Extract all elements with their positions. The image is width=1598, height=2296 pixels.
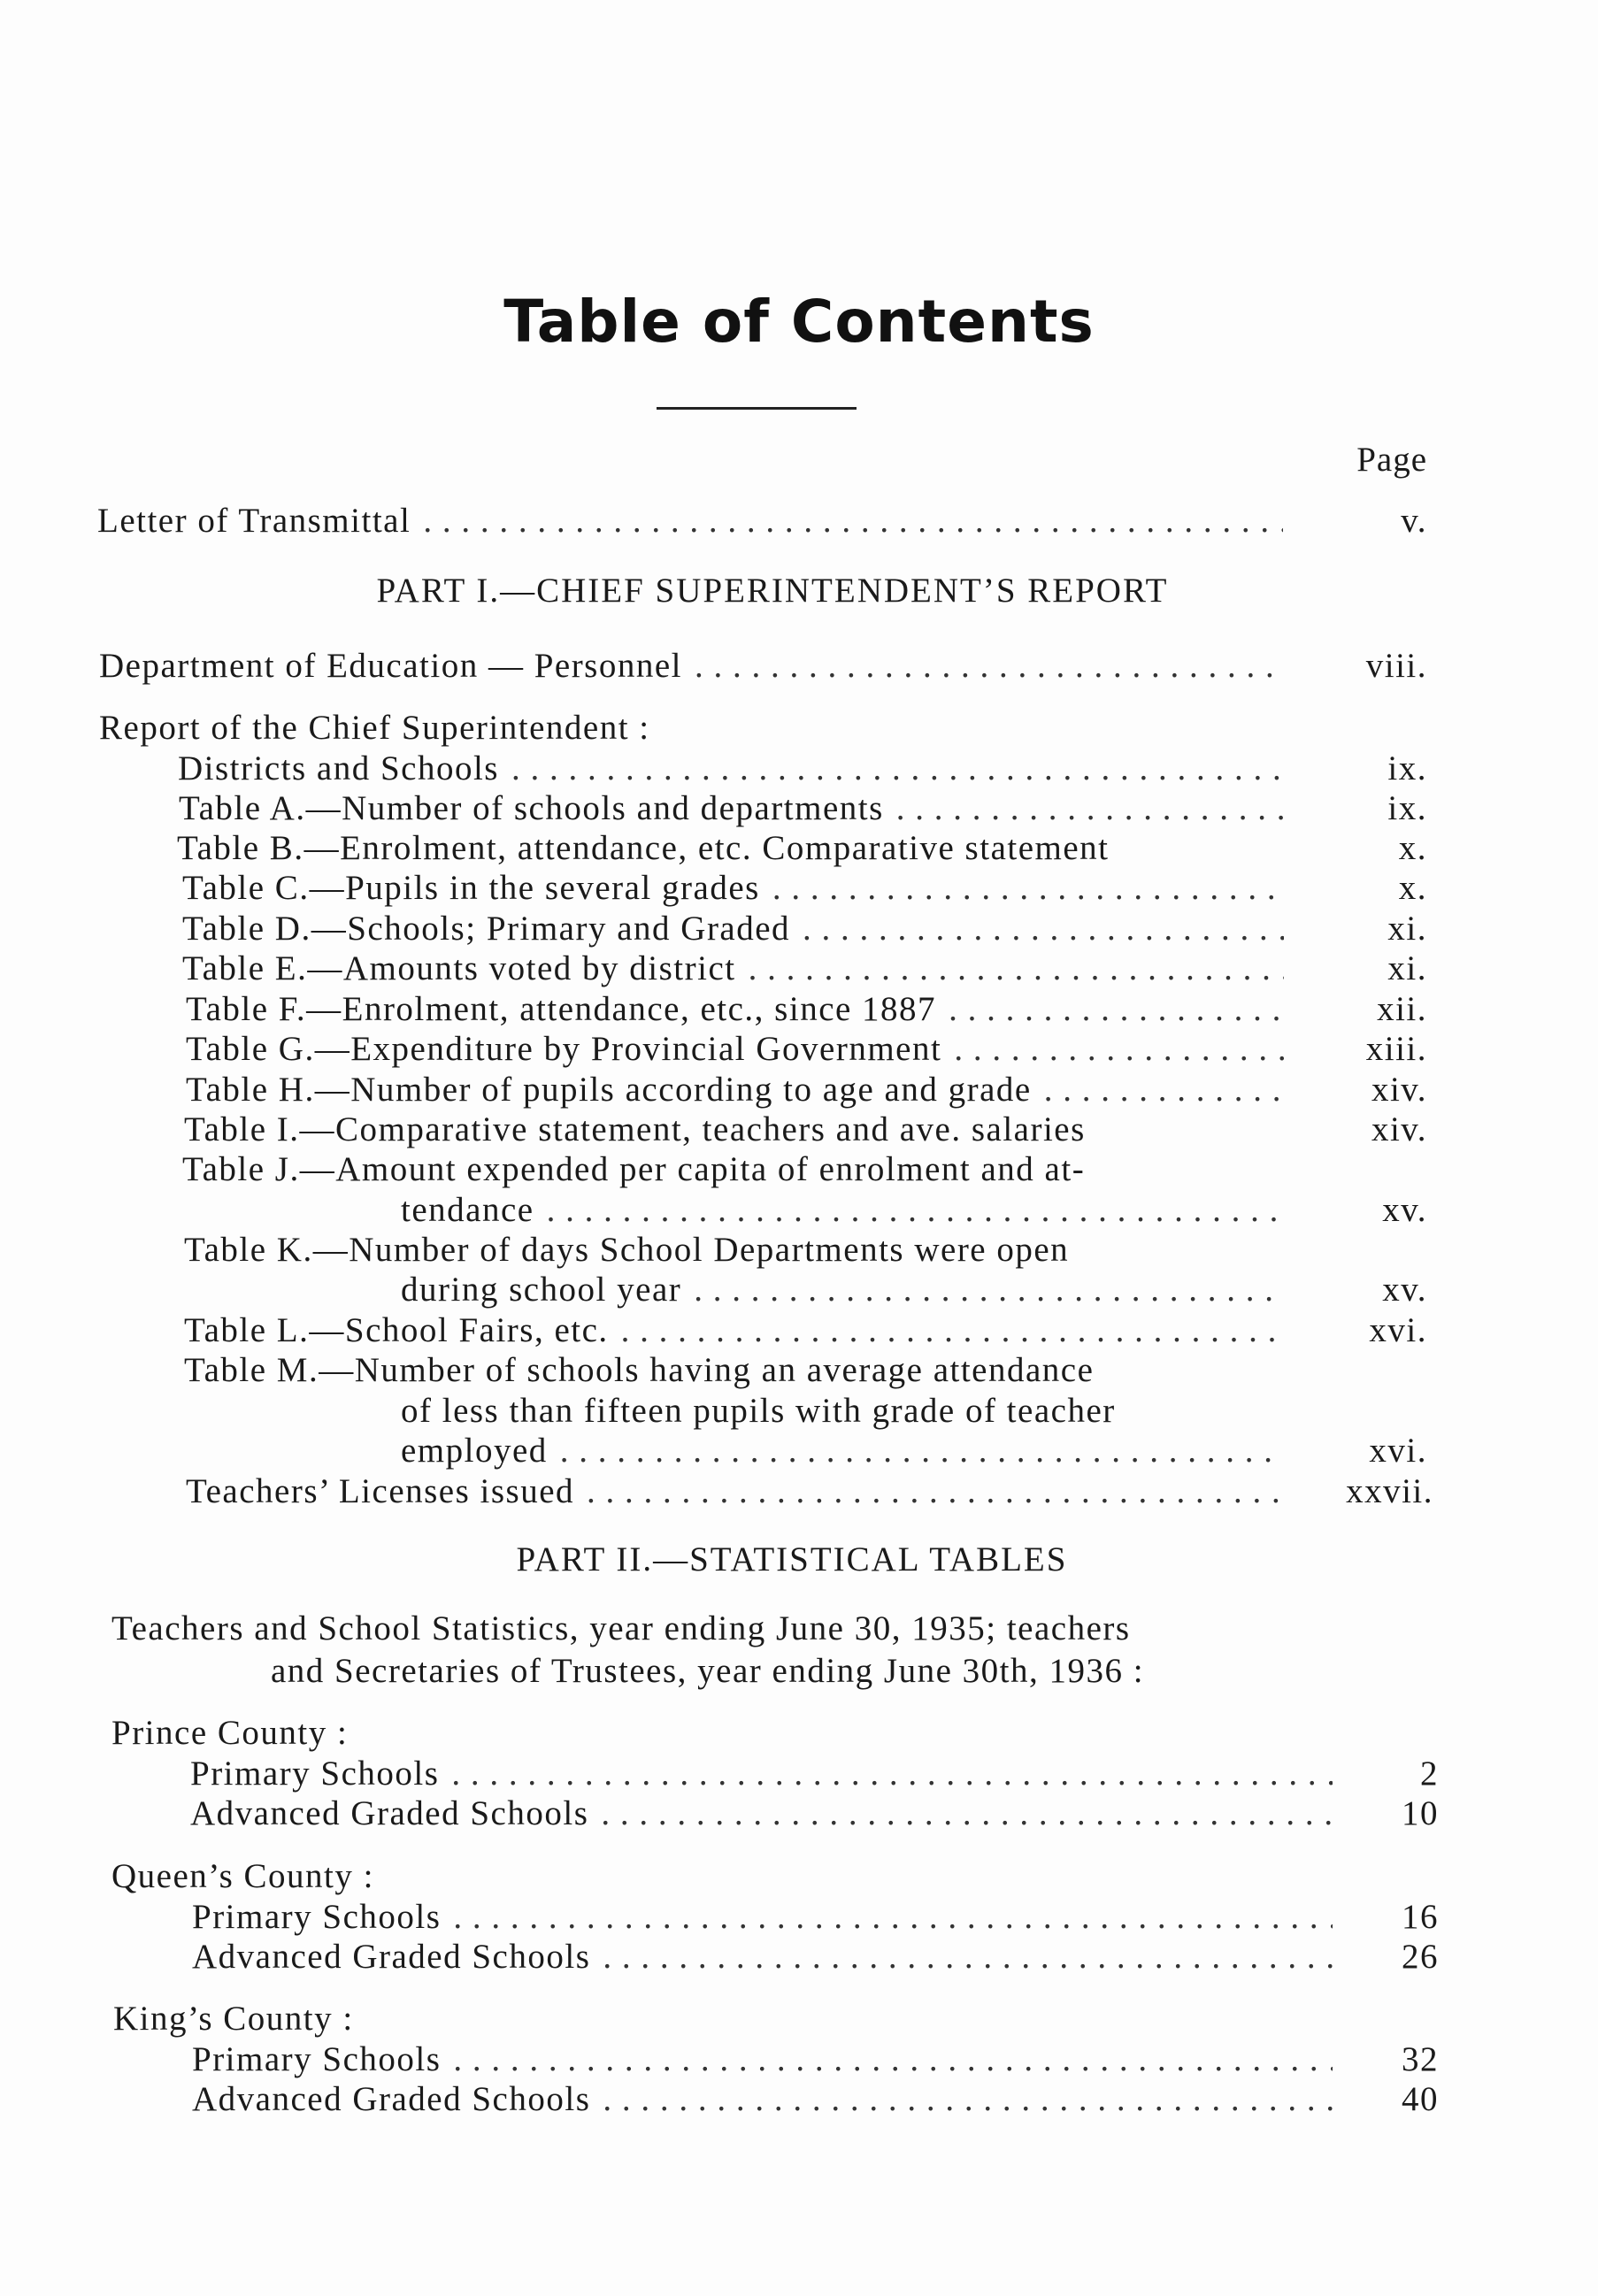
toc-entry-page: ix. xyxy=(1387,789,1427,827)
toc-entry-page: 16 xyxy=(1402,1898,1439,1936)
toc-entry-page: xiv. xyxy=(1371,1110,1427,1148)
toc-entry-label: Advanced Graded Schools xyxy=(192,1938,591,1976)
toc-entry[interactable] xyxy=(186,1029,1284,1070)
toc-entry[interactable] xyxy=(178,749,1284,789)
toc-entry[interactable] xyxy=(182,909,1284,949)
toc-entry[interactable] xyxy=(190,1793,1333,1834)
dot-leader xyxy=(590,1937,1333,1977)
toc-entry-label: Teachers’ Licenses issued xyxy=(186,1472,575,1510)
dot-leader xyxy=(590,2079,1333,2120)
toc-entry-page: 10 xyxy=(1402,1794,1439,1832)
toc-entry-department[interactable] xyxy=(99,646,1283,687)
toc-entry[interactable] xyxy=(192,1937,1333,1977)
toc-entry-page: v. xyxy=(1401,502,1427,540)
page-column-header: Page xyxy=(1356,441,1427,479)
toc-entry-letter[interactable] xyxy=(97,501,1283,541)
toc-entry-page: 40 xyxy=(1402,2080,1439,2118)
toc-entry-label: Districts and Schools xyxy=(178,749,499,787)
toc-entry[interactable] xyxy=(184,1310,1284,1351)
part1-heading: PART I.—CHIEF SUPERINTENDENT’S REPORT xyxy=(376,572,1169,610)
toc-entry-page: x. xyxy=(1398,869,1427,907)
county-heading: Queen’s County : xyxy=(111,1857,374,1895)
toc-entry-label: Department of Education — Personnel xyxy=(99,647,682,685)
county-heading: Prince County : xyxy=(111,1714,349,1752)
dot-leader xyxy=(760,868,1284,909)
toc-entry-page: xi. xyxy=(1387,949,1427,987)
part2-intro: Teachers and School Statistics, year ending June 30, 1935; teachers xyxy=(111,1609,1131,1647)
toc-entry-label: Table F.—Enrolment, attendance, etc., since 1887 xyxy=(186,990,937,1028)
toc-entry[interactable] xyxy=(186,989,1284,1030)
toc-entry-label: Advanced Graded Schools xyxy=(190,1794,589,1832)
toc-entry[interactable] xyxy=(184,1110,1299,1150)
page-title: Table of Contents xyxy=(503,288,1095,356)
toc-entry-label: Table D.—Schools; Primary and Graded xyxy=(182,910,791,948)
toc-entry-label: Table C.—Pupils in the several grades xyxy=(182,869,760,907)
toc-entry-label-line: Table M.—Number of schools having an average attendance xyxy=(184,1351,1095,1389)
toc-entry-page: xii. xyxy=(1377,990,1427,1028)
toc-entry-label: Primary Schools xyxy=(192,1898,442,1936)
toc-entry-page: xiv. xyxy=(1371,1071,1427,1109)
dot-leader xyxy=(736,948,1284,989)
toc-entry-page: 26 xyxy=(1402,1938,1439,1976)
dot-leader xyxy=(936,989,1284,1030)
toc-entry-label: Table L.—School Fairs, etc. xyxy=(184,1311,609,1349)
dot-leader xyxy=(941,1029,1284,1070)
toc-entry[interactable] xyxy=(401,1431,1284,1471)
dot-leader xyxy=(1032,1070,1284,1110)
toc-entry-label: Table A.—Number of schools and departments xyxy=(179,789,884,827)
toc-entry-label-line: of less than fifteen pupils with grade of teacher xyxy=(401,1392,1116,1430)
toc-entry-page: xi. xyxy=(1387,910,1427,948)
toc-entry-label: Table E.—Amounts voted by district xyxy=(182,949,736,987)
report-heading: Report of the Chief Superintendent : xyxy=(99,709,650,747)
dot-leader xyxy=(681,1270,1284,1310)
toc-entry-label: employed xyxy=(401,1432,548,1470)
toc-entry-label: Advanced Graded Schools xyxy=(192,2080,591,2118)
toc-entry-page: xv. xyxy=(1382,1271,1427,1309)
dot-leader xyxy=(884,788,1284,829)
toc-entry-page: xvi. xyxy=(1369,1311,1427,1349)
toc-entry-label: Letter of Transmittal xyxy=(97,502,411,540)
toc-entry-label: tendance xyxy=(401,1191,534,1229)
toc-entry-page: xiii. xyxy=(1365,1030,1427,1068)
toc-entry-page: xv. xyxy=(1382,1191,1427,1229)
toc-entry-page: ix. xyxy=(1387,749,1427,787)
dot-leader xyxy=(439,1754,1333,1794)
toc-entry-page: xvi. xyxy=(1369,1432,1427,1470)
dot-leader xyxy=(534,1190,1284,1231)
dot-leader xyxy=(609,1310,1284,1351)
toc-entry[interactable] xyxy=(177,828,1292,869)
toc-entry-page: x. xyxy=(1398,829,1427,867)
toc-entry-label: Primary Schools xyxy=(190,1755,440,1793)
toc-entry[interactable] xyxy=(190,1754,1333,1794)
title-divider xyxy=(657,407,857,410)
toc-entry-label: Primary Schools xyxy=(192,2040,442,2078)
toc-entry[interactable] xyxy=(182,948,1284,989)
toc-entry-label-line: Table K.—Number of days School Departments were open xyxy=(184,1231,1070,1269)
toc-entry-page: 32 xyxy=(1402,2040,1439,2078)
part2-heading: PART II.—STATISTICAL TABLES xyxy=(516,1540,1068,1578)
dot-leader xyxy=(790,909,1284,949)
toc-entry[interactable] xyxy=(192,2079,1333,2120)
toc-entry-label-line: Table J.—Amount expended per capita of enrolment and at- xyxy=(182,1150,1086,1188)
toc-entry-page: 2 xyxy=(1420,1755,1439,1793)
toc-entry[interactable] xyxy=(179,788,1284,829)
dot-leader xyxy=(499,749,1284,789)
toc-entry-label: Table I.—Comparative statement, teachers and ave. salaries xyxy=(184,1110,1086,1148)
toc-entry-label: during school year xyxy=(401,1271,682,1309)
toc-entry-page: xxvii. xyxy=(1346,1472,1433,1510)
part2-intro: and Secretaries of Trustees, year ending June 30th, 1936 : xyxy=(271,1652,1145,1690)
toc-entry-page: viii. xyxy=(1365,647,1427,685)
dot-leader xyxy=(574,1471,1284,1512)
toc-entry-label: Table H.—Number of pupils according to age and grade xyxy=(186,1071,1032,1109)
toc-entry-label: Table G.—Expenditure by Provincial Government xyxy=(186,1030,942,1068)
toc-entry[interactable] xyxy=(401,1190,1284,1231)
dot-leader xyxy=(588,1793,1333,1834)
toc-entry[interactable] xyxy=(186,1471,1284,1512)
dot-leader xyxy=(441,2039,1333,2080)
dot-leader xyxy=(441,1897,1333,1938)
dot-leader xyxy=(682,646,1283,687)
toc-entry-label: Table B.—Enrolment, attendance, etc. Comparative statement xyxy=(177,829,1110,867)
dot-leader xyxy=(548,1431,1284,1471)
toc-entry[interactable] xyxy=(186,1070,1284,1110)
toc-entry[interactable] xyxy=(192,2039,1333,2080)
county-heading: King’s County : xyxy=(113,2000,354,2038)
dot-leader xyxy=(411,501,1283,541)
toc-entry[interactable] xyxy=(401,1270,1284,1310)
toc-entry[interactable] xyxy=(192,1897,1333,1938)
toc-entry[interactable] xyxy=(182,868,1284,909)
